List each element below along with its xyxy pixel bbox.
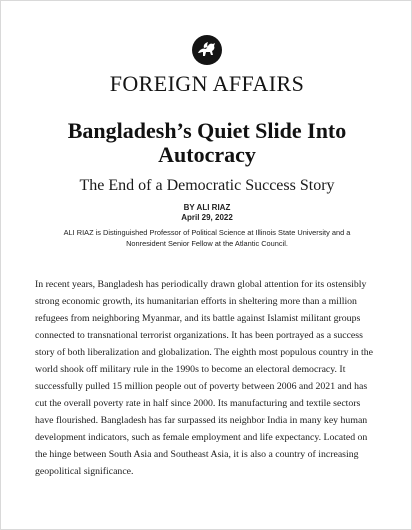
pegasus-emblem-icon — [192, 35, 222, 65]
publication-name: FOREIGN AFFAIRS — [109, 71, 305, 96]
publication-logo — [1, 35, 412, 65]
author-byline: BY ALI RIAZ — [183, 203, 231, 212]
article-subtitle: The End of a Democratic Success Story — [79, 177, 335, 194]
publish-date: April 29, 2022 — [181, 213, 233, 222]
article-title: Bangladesh’s Quiet Slide Into Autocracy — [67, 118, 347, 167]
byline-block — [1, 203, 412, 223]
author-bio: ALI RIAZ is Distinguished Professor of Political Science at Illinois State University and a Nonresident Senior Fellow at the Atlantic Council. — [63, 228, 351, 248]
article-body-paragraph: In recent years, Bangladesh has periodically drawn global attention for its ostensibly strong economic growth, its humanitarian efforts in sheltering more than a million refugees from neighboring Myanmar, and its battle against Islamist militant groups connected to transnational terrorist organizations. It has been portrayed as a success story of both liberalization and globalization. The eighth most populous country in the world shook off military rule in the 1990s to become an electoral democracy. It successfully pulled 15 million people out of poverty between 2006 and 2021 and has cut the overall poverty rate in half since 2000. Its manufacturing and textile sectors have flourished. Bangladesh has far surpassed its neighbor India in many key human development indicators, such as female employment and life expectancy. Located on the hinge between South Asia and Southeast Asia, it is also a country of increasing geopolitical significance. — [35, 279, 374, 477]
